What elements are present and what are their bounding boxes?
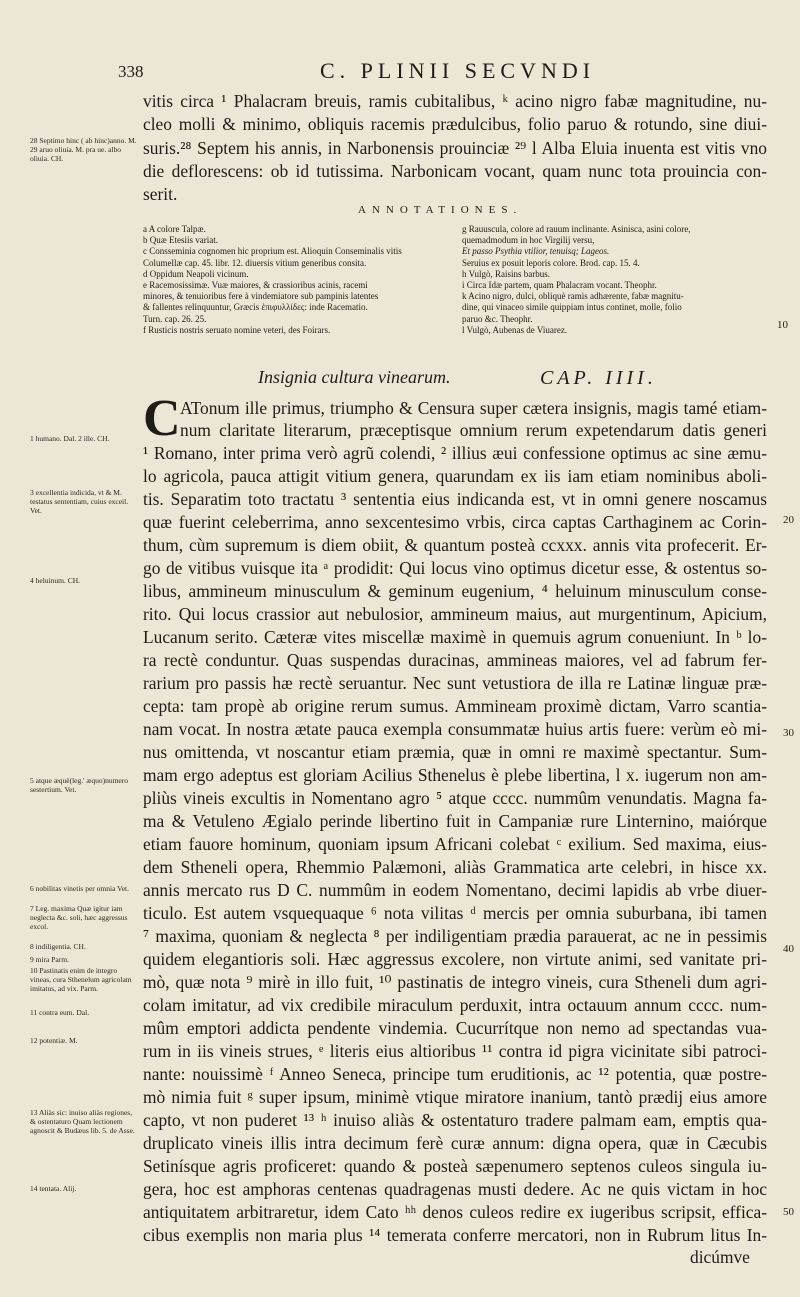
annotation-entry: Seruius ex posuit leporis colore. Brod. cap. 15. 4. — [462, 257, 640, 268]
text-line: mò, quæ nota ⁹ mirè in illo fuit, ¹⁰ pastinatis de integro vineis, cura Stheneli dum agri- — [143, 972, 767, 992]
line-number: 20 — [783, 514, 794, 526]
margin-note: 9 mira Parm. — [30, 955, 69, 964]
annotation-entry: & fallentes relinquuntur, Græcis ἐπιφυλλίδες: inde Racematio. — [143, 302, 368, 313]
annotation-entry: k Acino nigro, dulci, obliquè ramis adhærente, fabæ magnitu- — [462, 291, 684, 302]
text-line: mûm emptori addicta pendente vindemia. Cucurrítque non nemo ad spectandas vua- — [143, 1018, 767, 1038]
text-line: cibus exemplis non maria plus ¹⁴ temerata conferre mercatori, non in Rubrum litus In- — [143, 1225, 767, 1245]
margin-note: 10 Pastinatis enim de integro vineas, cura Sthenelum agricolam imitatus, ad vix. Parm. — [30, 966, 132, 993]
text-line: rum in iis vineis strues, ᵉ literis eius altioribus ¹¹ contra id pigra vicinitate sibi patroci- — [143, 1041, 767, 1061]
margin-note: 14 tentata. Alij. — [30, 1184, 77, 1193]
line-number: 10 — [777, 319, 788, 331]
annotation-entry: h Vulgò, Raisins barbus. — [462, 268, 551, 279]
margin-note: 8 indiligentia. CH. — [30, 942, 86, 951]
margin-note: 28 Septimo hinc ( ab hinc)anno. M. 29 aruo oliuia. M. pra ue. albo oliuia. CH. — [30, 136, 137, 163]
annotation-entry: i Circa Idæ partem, quam Phalacram vocant. Theophr. — [462, 280, 657, 291]
page-number: 338 — [118, 62, 144, 81]
text-line: libus, ammineum minusculum & geminum eugenium, ⁴ heluinum minusculum conse- — [143, 581, 767, 601]
text-line: mam ergo adeptus est gloriam Acilius Sthenelus è plebe libertina, l x. iugerum non am- — [143, 765, 767, 785]
margin-note: 11 contra eum. Dal. — [30, 1008, 90, 1017]
text-line: mò nimia fuit ᵍ super ipsum, minimè vtique miratore inanium, tantò prædij eius amore — [143, 1087, 767, 1107]
annotation-entry: b Quæ Etesiis variat. — [143, 235, 218, 246]
text-line: vitis circa ¹ Phalacram breuis, ramis cubitalibus, ᵏ acino nigro fabæ magnitudine, nu- — [143, 91, 767, 111]
text-line: quæ fuerint celeberrima, anno sexcentesimo vrbis, circa captas Carthaginem ac Corin- — [143, 512, 767, 532]
margin-note: 12 potentiæ. M. — [30, 1036, 78, 1045]
text-line: die deflorescens: ob id tutissima. Narbonicam vocant, quam nunc tota prouincia con- — [143, 161, 767, 181]
text-line: antiquitatem arbitraretur, idem Cato ʰʰ denos culeos redire ex iugeribus scripsit, effica- — [143, 1202, 767, 1222]
annotation-entry: minores, & tenuioribus fere à vindemiatore sub pampinis latentes — [143, 291, 379, 302]
text-line: ma & Vetuleno Ægialo perinde libertino fuit in Campaniæ rure Linternino, maiórque — [143, 811, 767, 831]
margin-note: 6 nobilitas vinetis per omnia Vet. — [30, 884, 130, 893]
annotation-entry: l Vulgò, Aubenas de Viuarez. — [462, 324, 568, 335]
annotation-entry: Columellæ cap. 45. libr. 12. diuersis vitium generibus consita. — [143, 257, 367, 268]
annotation-entry: dine, qui vinaceo simile quippiam intus continet, molle, folio — [462, 302, 682, 313]
text-line: colam imitatur, ad vix credibile miraculum perduxit, intra octauum annum cccc. num- — [143, 995, 767, 1015]
text-line: pliùs vineis excultis in Nomentano agro ⁵ atque cccc. nummûm venundatis. Magna fa- — [143, 788, 767, 808]
text-line: annis mercato rus D C. nummûm in eodem Nomentano, decimi lapidis ab vrbe diuer- — [143, 880, 767, 900]
margin-note: 1 humano. Dal. 2 ille. CH. — [30, 434, 110, 443]
text-line: ⁷ maxima, quoniam & neglecta ⁸ per indiligentiam prædia parauerat, ac ne in pessimis — [143, 926, 767, 946]
annotation-entry: paruo &c. Theophr. — [462, 313, 533, 324]
line-number: 50 — [783, 1206, 794, 1218]
margin-note: 7 Leg. maxima Quæ igitur iam neglecta &c. soli, hæc aggressus excol. — [30, 904, 128, 931]
chapter-heading: CAP. IIII. — [540, 367, 657, 389]
text-line: serit. — [143, 184, 178, 204]
annotations-left-column — [143, 224, 402, 336]
text-line: ATonum ille primus, triumpho & Censura super cætera insignis, magis tamé etiam- — [180, 398, 767, 418]
text-line: suris.²⁸ Septem his annis, in Narbonensis prouinciæ ²⁹ l Alba Eluia inuenta est vitis vno — [143, 138, 767, 158]
margin-note: 3 excellentia indicida, vt & M. testatus sententiam, cuius exceil. Vet. — [30, 488, 129, 515]
text-line: lo agricola, pauca attigit vitium genera, quarundam ex iis iam etiam nominibus aboli- — [143, 466, 767, 486]
line-number: 30 — [783, 727, 794, 739]
text-line: Lucanum serito. Cæteræ vites miscellæ maximè in quemuis agrum conueniunt. In ᵇ lo- — [143, 627, 767, 647]
drop-cap: C — [143, 390, 181, 447]
text-line: gera, hoc est amphoras centenas quadragenas musti dedere. Ac ne quis victam in hoc — [143, 1179, 767, 1199]
annotations-title: ANNOTATIONES. — [358, 204, 523, 216]
margin-note: 13 Aliàs sic: inuiso aliàs regiones, & ostentaturo Quam lectionem agnoscit & Budæus lib. 5. de Asse. — [30, 1108, 135, 1135]
text-line: capto, vt non puderet ¹³ ʰ inuiso aliàs & ostentaturo tradere palmam eam, emptis qua- — [143, 1110, 767, 1130]
text-line: dem Stheneli opera, Rhemmio Palæmoni, aliàs Grammatica arte celebri, in hisce xx. — [143, 857, 767, 877]
running-head: C. PLINII SECVNDI — [320, 58, 596, 83]
annotation-entry: g Rauuscula, colore ad rauum inclinante. Asinisca, asini colore, — [462, 224, 691, 234]
section-heading: Insignia cultura vinearum. — [258, 367, 451, 387]
text-line: ticulo. Est autem vsquequaque ⁶ nota vilitas ᵈ mercis per omnia suburbana, ibi tamen — [143, 903, 767, 923]
margin-note: 5 atque æquè(leg.' æquo)numero sestertium. Vet. — [30, 776, 128, 794]
annotation-entry: Turn. cap. 26. 25. — [143, 313, 207, 324]
text-line: num claritate literarum, præceptisque omnium rerum expetendarum datis generi — [180, 420, 767, 440]
annotation-entry: d Oppidum Neapoli vicinum. — [143, 268, 249, 279]
text-line: cepta: tam propè ab origine rerum sumus. Ammineam proximè dictam, Varro scantia- — [143, 696, 767, 716]
text-line: go de vitibus vuisque ita ᵃ prodidit: Qui locus vino optimus dicetur esse, & ostentus so- — [143, 558, 767, 578]
text-line: etiam fauore hominum, quoniam ipsum Africani colebat ᶜ exilium. Sed maxima, eius- — [143, 834, 767, 854]
annotation-entry: Et passo Psythia vtilior, tenuisq; Lageos. — [462, 246, 610, 257]
annotation-entry: e Racemosissimæ. Vuæ maiores, & crassioribus acinis, racemi — [143, 280, 368, 291]
text-line: rito. Qui locus crassior aut nebulosior, ammineum maius, aut murgentinum, Apicium, — [143, 604, 767, 624]
text-line: ra rectè conduntur. Quas suspendas duracinas, ammineas maiores, vel ad fabrum fer- — [143, 650, 767, 670]
margin-note: 4 heluinum. CH. — [30, 576, 80, 585]
line-number: 40 — [783, 943, 794, 955]
text-line: rarium pro passis hæ rectè seruantur. Nec sunt vetustiora de illa re Latinæ linguæ præ- — [143, 673, 767, 693]
annotation-entry: quemadmodum in hoc Virgilij versu, — [462, 235, 595, 246]
annotation-entry: a A colore Talpæ. — [143, 224, 206, 234]
text-line: cleo molli & minimo, obliquis racemis prædulcibus, folio paruo & rotundo, sine diui- — [143, 114, 767, 134]
text-line: quidem elegantioris soli. Hæc aggressus excolere, non virtute animi, sed vanitate pri- — [143, 949, 767, 969]
text-line: Setinísque agris proficeret: quando & posteà sæpenumero septenos culeos singula iu- — [143, 1156, 767, 1176]
annotation-entry: f Rusticis nostris seruato nomine veteri, des Foirars. — [143, 324, 331, 335]
annotations-right-column — [462, 224, 690, 336]
text-line: thum, cùm supremum is diem obiit, & quantum posteà ccxxx. annis vita profecerit. Er- — [143, 535, 767, 555]
text-line: druplicato vineis illis intra decimum ferè curæ annum: digna opera, quæ in Cæcubis — [143, 1133, 767, 1153]
text-line: ¹ Romano, inter prima verò agrũ colendi, ² illius æui confessione optimus ac sine æmu- — [143, 443, 767, 463]
annotation-entry: c Consseminia cognomen hic proprium est. Alioquin Conseminalis vitis — [143, 246, 402, 257]
text-line: nam vocat. In nostra ætate pauca exempla consummatæ huius artis fuere: verùm eò mi- — [143, 719, 767, 739]
text-line: nante: nouissimè ᶠ Anneo Seneca, principe tum eruditionis, ac ¹² potentia, quæ postre- — [143, 1064, 767, 1084]
text-line: dicúmve — [690, 1247, 750, 1267]
text-line: tis. Separatim toto tractatu ³ sententia eius indicanda est, vt in omni genere noscamus — [143, 489, 767, 509]
text-line: nus omittenda, vt noscantur etiam præmia, quæ in omni re maximè spectantur. Sum- — [143, 742, 767, 762]
